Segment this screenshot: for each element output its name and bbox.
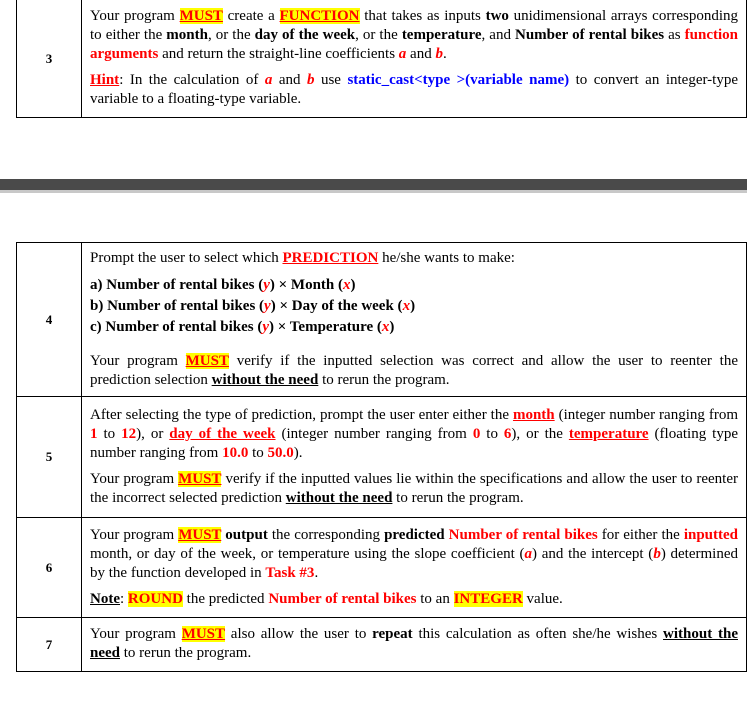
text: Prompt the user to select which <box>90 249 283 266</box>
text: 50.0 <box>267 444 294 461</box>
text: to an <box>416 590 454 607</box>
text: y <box>263 276 270 293</box>
text: this calculation as often she/he wishes <box>412 626 664 642</box>
text: unidimensional arrays corresponding to either the <box>90 8 738 43</box>
paragraph <box>90 249 738 268</box>
paragraph <box>90 406 738 463</box>
text: and <box>406 46 436 62</box>
text: c) Number of rental bikes ( <box>90 318 263 335</box>
text: ), or <box>136 425 170 442</box>
requirements-table-top <box>16 0 747 118</box>
text: b) Number of rental bikes ( <box>90 297 265 314</box>
round-keyword: ROUND <box>127 590 183 607</box>
text: Your program <box>90 626 182 642</box>
text: Number of rental bikes <box>268 590 417 607</box>
row-number: 5 <box>17 397 82 518</box>
text: , or the <box>355 27 402 43</box>
text: to rerun the program. <box>120 645 252 661</box>
text: he/she wants to make: <box>378 249 515 266</box>
text: for either the <box>597 526 684 543</box>
text: a <box>398 46 407 62</box>
text: output <box>221 526 268 543</box>
text: as <box>664 27 685 43</box>
row-number: 3 <box>17 0 82 118</box>
option-c <box>90 317 738 338</box>
table-row-5 <box>17 397 747 518</box>
text: to convert an integer-type variable to a floating-type variable. <box>90 72 738 107</box>
text: temperature <box>568 425 649 442</box>
text: to <box>480 425 504 442</box>
text: that takes as inputs <box>359 8 486 24</box>
text: and <box>272 72 307 88</box>
text: (integer number ranging from <box>554 406 738 423</box>
text: . <box>314 564 319 581</box>
must-keyword: MUST <box>185 352 229 369</box>
text: temperature <box>401 27 482 43</box>
text: 12 <box>121 425 137 442</box>
text: After selecting the type of prediction, prompt the user enter either the <box>90 406 513 423</box>
row-description <box>82 618 747 672</box>
table-row-3 <box>17 0 747 118</box>
text: a <box>524 545 532 562</box>
note-label: Note <box>90 590 120 607</box>
text: ) × Day of the week ( <box>270 297 403 314</box>
paragraph <box>90 7 738 64</box>
text: verify if the inputted values lie within the specifications and allow the user to reenter the incorrect selected prediction <box>90 470 738 506</box>
row-description <box>82 518 747 618</box>
prediction-keyword: PREDICTION <box>282 249 379 266</box>
text: Number of rental bikes <box>448 526 598 543</box>
text: : In the calculation of <box>119 72 265 88</box>
text: ). <box>293 444 303 461</box>
text: also allow the user to <box>225 626 373 642</box>
text: 10.0 <box>222 444 249 461</box>
text: create a <box>222 8 280 24</box>
text: 6 <box>503 425 512 442</box>
text: ) <box>350 276 356 293</box>
text: the predicted <box>182 590 269 607</box>
text: month, or day of the week, or temperature using the slope coefficient ( <box>90 545 525 562</box>
text: Number of rental bikes <box>515 27 665 43</box>
text: ) <box>389 318 395 335</box>
text: verify if the inputted selection was correct and allow the user to reenter the prediction selection <box>90 352 738 388</box>
text: a <box>264 72 273 88</box>
text: (integer number ranging from <box>275 425 473 442</box>
must-keyword: MUST <box>178 526 222 543</box>
hint-label: Hint <box>90 72 120 88</box>
integer-keyword: INTEGER <box>453 590 523 607</box>
table-row-7 <box>17 618 747 672</box>
text: month <box>166 27 208 43</box>
must-keyword: MUST <box>181 626 226 642</box>
text: y <box>262 318 270 335</box>
row-number: 7 <box>17 618 82 672</box>
text: x <box>343 276 351 293</box>
text: to <box>248 444 268 461</box>
row-number: 4 <box>17 243 82 397</box>
row-number: 6 <box>17 518 82 618</box>
text: day of the week <box>254 27 356 43</box>
text: , or the <box>207 27 255 43</box>
text: b <box>653 545 661 562</box>
code-snippet: static_cast<type >(variable name) <box>347 72 570 88</box>
text: b <box>306 72 315 88</box>
text: day of the week <box>169 425 276 442</box>
text: without the need <box>285 489 393 506</box>
option-a <box>90 275 738 296</box>
text: value. <box>522 590 563 607</box>
page-separator <box>0 179 747 190</box>
text: ) × Month ( <box>269 276 343 293</box>
table-row-6 <box>17 518 747 618</box>
text: repeat <box>372 626 413 642</box>
row-description <box>82 397 747 518</box>
text: Your program <box>90 352 186 369</box>
text: ), or the <box>511 425 569 442</box>
row-description <box>82 243 747 397</box>
text: two <box>485 8 509 24</box>
text: Your program <box>90 8 180 24</box>
must-keyword: MUST <box>179 8 223 24</box>
text: ) <box>410 297 416 314</box>
text: to rerun the program. <box>392 489 524 506</box>
must-keyword: MUST <box>178 470 222 487</box>
text: 0 <box>472 425 481 442</box>
text: without the need <box>211 371 319 388</box>
text: ) × Temperature ( <box>269 318 382 335</box>
text: and return the straight-line coefficients <box>158 46 399 62</box>
text: x <box>381 318 390 335</box>
option-b <box>90 296 738 317</box>
paragraph <box>90 526 738 583</box>
text: to rerun the program. <box>318 371 450 388</box>
hint-paragraph <box>90 71 738 109</box>
text: Task #3 <box>265 564 315 581</box>
paragraph <box>90 470 738 508</box>
requirements-table-bottom <box>16 242 747 672</box>
text: inputted <box>683 526 738 543</box>
page-separator-shadow <box>0 190 747 193</box>
text: y <box>264 297 271 314</box>
text: (floating type number ranging from <box>90 425 738 461</box>
text: 1 <box>90 425 98 442</box>
table-row-4 <box>17 243 747 397</box>
text: Your program <box>90 470 179 487</box>
text: Your program <box>90 526 179 543</box>
note-paragraph <box>90 590 738 609</box>
text: use <box>314 72 348 88</box>
text: : <box>120 590 128 607</box>
text: x <box>402 297 411 314</box>
text: without the need <box>90 626 738 661</box>
text: . <box>442 46 447 62</box>
function-keyword: FUNCTION <box>279 8 360 24</box>
text: month <box>512 406 555 423</box>
text: , and <box>481 27 515 43</box>
text: predicted <box>384 526 445 543</box>
text: b <box>435 46 443 62</box>
text: function arguments <box>90 27 738 62</box>
text: the corresponding <box>267 526 385 543</box>
text: a) Number of rental bikes ( <box>90 276 264 293</box>
text: to <box>97 425 122 442</box>
row-description <box>82 0 747 118</box>
text: ) and the intercept ( <box>532 545 654 562</box>
paragraph <box>90 352 738 390</box>
text: ) determined by the function developed in <box>90 545 738 581</box>
paragraph <box>90 625 738 663</box>
